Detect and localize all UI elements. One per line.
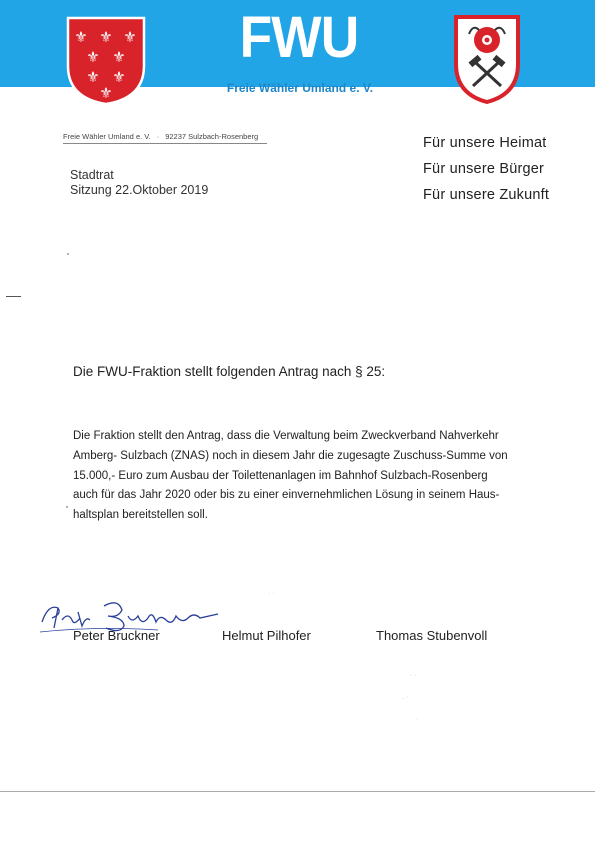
sender-name: Freie Wähler Umland e. V.: [63, 132, 151, 141]
recipient-line-1: Stadtrat: [70, 168, 114, 182]
bottom-rule: [0, 791, 595, 792]
logo-subtitle: Freie Wähler Umland e. V.: [226, 81, 374, 95]
sender-address-line: [63, 132, 267, 144]
scan-speck: [67, 253, 69, 255]
svg-text:⚜: ⚜: [86, 48, 100, 66]
sender-city: 92237 Sulzbach-Rosenberg: [165, 132, 259, 141]
scan-speck: · ·: [410, 672, 417, 679]
svg-text:⚜: ⚜: [86, 68, 100, 86]
body-line: 15.000,- Euro zum Ausbau der Toilettenanlagen im Bahnhof Sulzbach-Rosenberg: [73, 469, 488, 482]
svg-text:⚜: ⚜: [99, 28, 113, 46]
svg-text:⚜: ⚜: [123, 28, 137, 46]
scan-speck: · ·: [268, 590, 275, 597]
letter-body: [73, 427, 553, 526]
fleur-de-lis-crest-icon: [64, 14, 148, 106]
rose-hammer-crest-icon: [453, 14, 521, 104]
svg-text:⚜: ⚜: [99, 84, 113, 102]
body-line: auch für das Jahr 2020 oder bis zu einer einvernehmlichen Lösung in seinem Haus-: [73, 489, 500, 502]
scan-speck: [66, 506, 68, 508]
signature-name-bruckner: Peter Bruckner: [73, 628, 160, 643]
recipient-block: [70, 168, 208, 198]
signature-name-pilhofer: Helmut Pilhofer: [222, 628, 311, 643]
letter-heading: Die FWU-Fraktion stellt folgenden Antrag nach § 25:: [73, 364, 386, 379]
body-line: Die Fraktion stellt den Antrag, dass die Verwaltung beim Zweckverband Nahverkehr: [73, 430, 499, 442]
slogan-buerger: Für unsere Bürger: [423, 161, 545, 177]
slogan-heimat: Für unsere Heimat: [423, 135, 547, 151]
slogan-zukunft: Für unsere Zukunft: [423, 187, 550, 203]
logo-title: FWU: [239, 5, 359, 70]
svg-text:⚜: ⚜: [74, 28, 88, 46]
recipient-line-2: Sitzung 22.Oktober 2019: [70, 183, 209, 197]
body-line: haltsplan bereitstellen soll.: [73, 509, 208, 522]
fold-mark: [6, 296, 21, 297]
signature-name-stubenvoll: Thomas Stubenvoll: [376, 628, 488, 643]
scan-speck: . ·: [402, 694, 409, 701]
svg-text:⚜: ⚜: [112, 48, 126, 66]
body-line: Amberg- Sulzbach (ZNAS) noch in diesem Jahr die zugesagte Zuschuss-Summe von: [73, 449, 508, 462]
sender-separator: ·: [156, 132, 160, 141]
scan-speck: ·: [416, 716, 419, 723]
slogan-block: [423, 135, 549, 213]
svg-text:⚜: ⚜: [112, 68, 126, 86]
